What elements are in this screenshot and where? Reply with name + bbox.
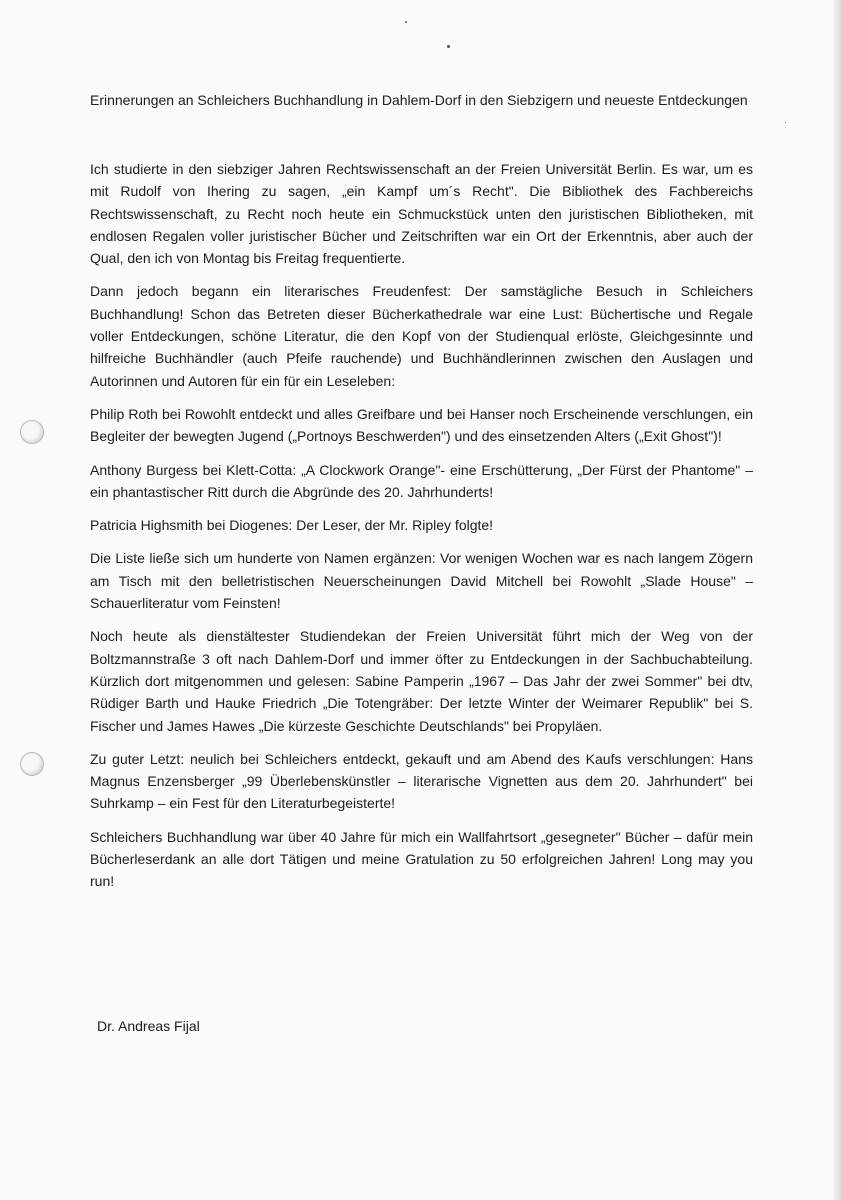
document-title: Erinnerungen an Schleichers Buchhandlung in Dahlem-Dorf in den Siebzigern und neueste Entdeckungen bbox=[90, 92, 748, 108]
punch-hole-top bbox=[20, 420, 44, 444]
paragraph-studiendekan: Noch heute als dienstältester Studiendekan der Freien Universität führt mich der Weg von der Boltzmannstraße 3 oft nach Dahlem-Dorf und immer öfter zu Entdeckungen in der Sachbuchabteilung. Kürzlich dort mitgenommen und gelesen: Sabine Pamperin „1967 – Das Jahr der zwei Sommer" bei dtv, Rüdiger Barth und Hauke Friedrich „Die Totengräber: Der letzte Winter der Weimarer Republik" bei S. Fischer und James Hawes „Die kürzeste Geschichte Deutschlands" bei Propyläen. bbox=[90, 628, 753, 734]
paragraph-bookshop-visit: Dann jedoch begann ein literarisches Freudenfest: Der samstägliche Besuch in Schleichers Buchhandlung! Schon das Betreten dieser Bücherkathedrale war eine Lust: Büchertische und Regale voller Entdeckungen, schöne Literatur, die den Kopf von der Studienqual erlöste, Gleichgesinnte und hilfreiche Buchhändler (auch Pfeife rauchende) und Buchhändlerinnen zwischen den Auslagen und Autorinnen und Autoren für ein für ein Leseleben: bbox=[90, 283, 753, 389]
punch-hole-bottom bbox=[20, 752, 44, 776]
paragraph-anthony-burgess: Anthony Burgess bei Klett-Cotta: „A Clockwork Orange"- eine Erschütterung, „Der Fürst der Phantome" – ein phantastischer Ritt durch die Abgründe des 20. Jahrhunderts! bbox=[90, 461, 753, 500]
paragraph-patricia-highsmith: Patricia Highsmith bei Diogenes: Der Leser, der Mr. Ripley folgte! bbox=[90, 517, 494, 534]
paragraph-list-of-names: Die Liste ließe sich um hunderte von Namen ergänzen: Vor wenigen Wochen war es nach langem Zögern am Tisch mit den belletristischen Neuerscheinungen David Mitchell bei Rowohlt „Slade House" – Schauerliteratur vom Feinsten! bbox=[90, 550, 753, 612]
paragraph-enzensberger: Zu guter Letzt: neulich bei Schleichers entdeckt, gekauft und am Abend des Kaufs verschlungen: Hans Magnus Enzensberger „99 Überlebenskünstler – literarische Vignetten aus dem 20. Jahrhundert" bei Suhrkamp – ein Fest für den Literaturbegeisterte! bbox=[90, 750, 753, 812]
scan-speck bbox=[447, 45, 450, 48]
scan-speck bbox=[405, 21, 407, 23]
paragraph-philip-roth: Philip Roth bei Rowohlt entdeckt und alles Greifbare und bei Hanser noch Erscheinende verschlungen, ein Begleiter der bewegten Jugend („Portnoys Beschwerden") und des einsetzenden Alters („Exit Ghost")! bbox=[90, 405, 753, 445]
letter-body bbox=[90, 158, 753, 893]
paragraph-closing-thanks: Schleichers Buchhandlung war über 40 Jahre für mich ein Wallfahrtsort „gesegneter" Bücher – dafür mein Bücherleserdank an alle dort Tätigen und meine Gratulation zu 50 erfolgreichen Jahren! Long may you run! bbox=[90, 828, 753, 890]
scan-speck bbox=[785, 122, 786, 123]
paragraph-studies: Ich studierte in den siebziger Jahren Rechtswissenschaft an der Freien Universität Berlin. Es war, um es mit Rudolf von Ihering zu sagen, „ein Kampf um´s Recht". Die Bibliothek des Fachbereichs Rechtswissenschaft, zu Recht noch heute ein Schmuckstück unten den juristischen Bibliotheken, mit endlosen Regalen voller juristischer Bücher und Zeitschriften war ein Ort der Erkenntnis, aber auch der Qual, den ich von Montag bis Freitag frequentierte. bbox=[90, 161, 753, 267]
paper-edge-shadow bbox=[833, 0, 841, 1200]
letter-document bbox=[90, 89, 753, 904]
signature-name: Dr. Andreas Fijal bbox=[97, 1018, 200, 1034]
